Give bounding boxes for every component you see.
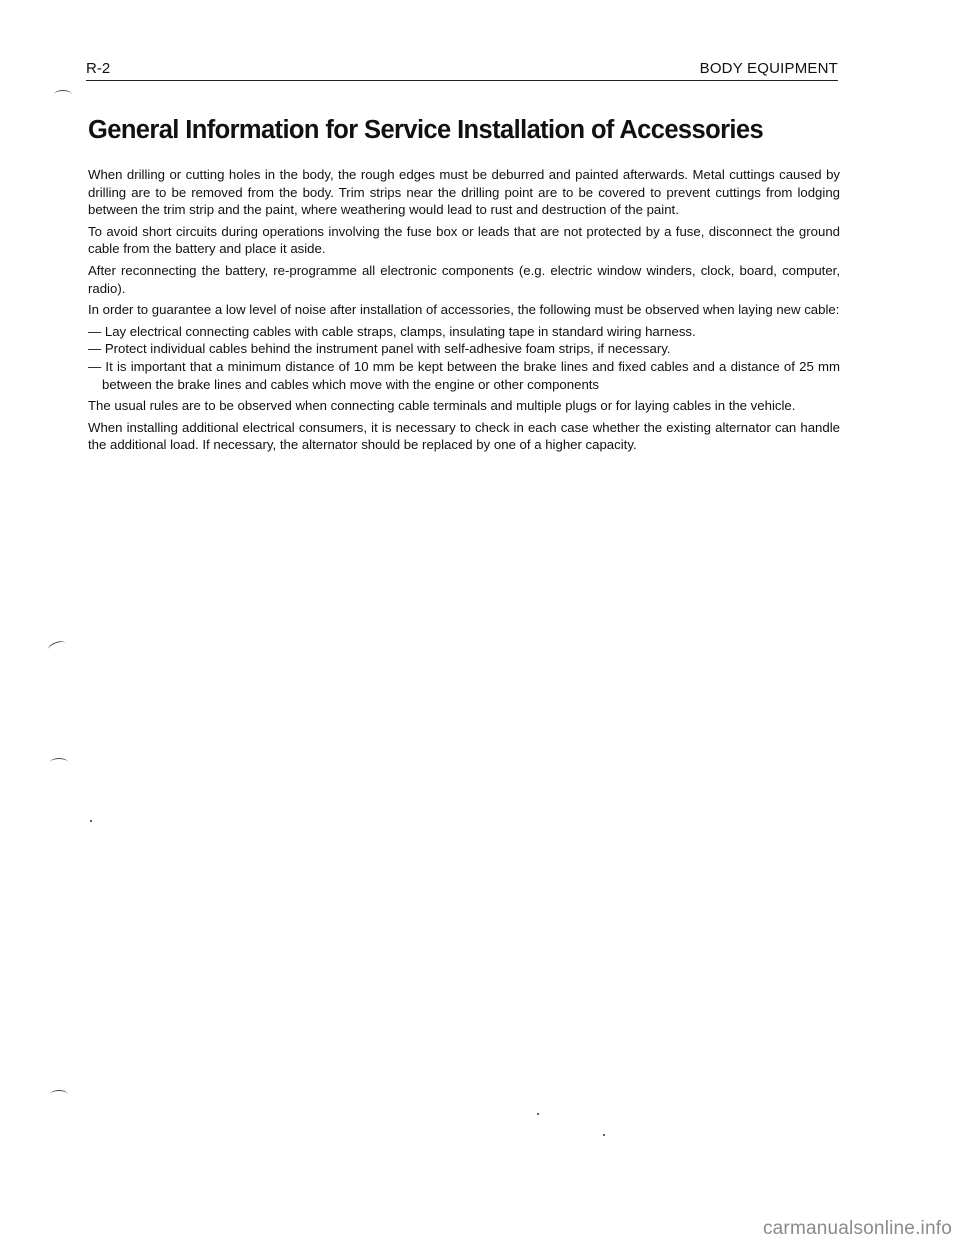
paragraph-alternator: When installing additional electrical consumers, it is necessary to check in each case whether the existing alternator can handle the additional load. If necessary, the alternator should be replaced by one of a higher capacity. bbox=[88, 419, 840, 453]
cable-rules-list bbox=[88, 323, 840, 393]
paragraph-noise: In order to guarantee a low level of noise after installation of accessories, the following must be observed when laying new cable: bbox=[88, 302, 840, 318]
page-title: General Information for Service Installation of Accessories bbox=[88, 116, 764, 144]
paragraph-drilling: When drilling or cutting holes in the body, the rough edges must be deburred and painted afterwards. Metal cuttings caused by drilling are to be removed from the body. Trim strips near the drilling point are to be covered to prevent cuttings from lodging between the trim strip and the paint, where weathering would lead to rust and destruction of the paint. bbox=[88, 167, 840, 218]
scan-mark bbox=[54, 90, 72, 99]
scan-dot bbox=[90, 820, 92, 822]
scan-mark bbox=[47, 639, 67, 654]
list-item: — Lay electrical connecting cables with cable straps, clamps, insulating tape in standard wiring harness. bbox=[88, 323, 840, 341]
watermark-text: carmanualsonline.info bbox=[762, 1218, 952, 1239]
body-text bbox=[88, 166, 840, 458]
paragraph-short-circuit: To avoid short circuits during operations involving the fuse box or leads that are not protected by a fuse, disconnect the ground cable from the battery and place it aside. bbox=[88, 223, 840, 257]
page-number: R-2 bbox=[86, 60, 111, 77]
list-item: — Protect individual cables behind the instrument panel with self-adhesive foam strips, if necessary. bbox=[88, 340, 840, 358]
list-item: — It is important that a minimum distance of 10 mm be kept between the brake lines and fixed cables and a distance of 25 mm between the brake lines and cables which move with the engine or other components bbox=[88, 358, 840, 393]
paragraph-usual-rules: The usual rules are to be observed when connecting cable terminals and multiple plugs or for laying cables in the vehicle. bbox=[88, 398, 796, 414]
section-title: BODY EQUIPMENT bbox=[699, 60, 838, 77]
scan-mark bbox=[50, 758, 68, 767]
scan-dot bbox=[537, 1113, 539, 1115]
paragraph-reprogramme: After reconnecting the battery, re-programme all electronic components (e.g. electric window winders, clock, board, computer, radio). bbox=[88, 262, 840, 296]
scan-dot bbox=[603, 1134, 605, 1136]
scan-mark bbox=[50, 1090, 68, 1099]
page-header bbox=[86, 58, 838, 81]
